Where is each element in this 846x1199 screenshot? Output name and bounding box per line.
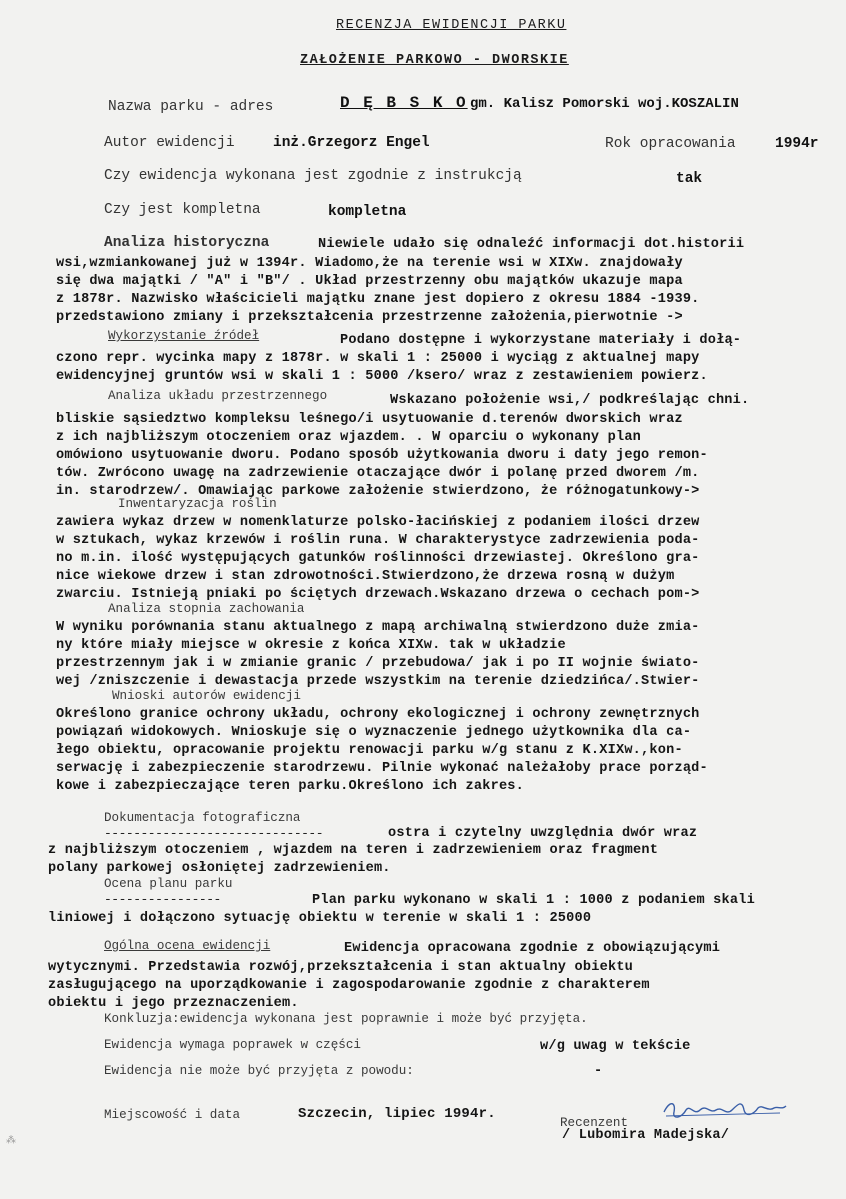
park-name: D Ę B S K O bbox=[340, 94, 468, 112]
rejection-value: - bbox=[594, 1064, 603, 1079]
spatial-label: Analiza układu przestrzennego bbox=[108, 389, 328, 403]
year-label: Rok opracowania bbox=[605, 136, 736, 152]
spatial-line: Wskazano położenie wsi,/ podkreślając chni. bbox=[390, 393, 750, 408]
overall-line: wytycznymi. Przedstawia rozwój,przekształcenia i stan aktualny obiektu bbox=[48, 960, 634, 975]
conclusions-line: powiązań widokowych. Wnioskuje się o wyznaczenie jednego użytkownika dla ca- bbox=[56, 725, 692, 740]
inventory-line: w sztukach, wykaz krzewów i roślin runa. W charakterystyce zadrzewienia poda- bbox=[56, 533, 700, 548]
conclusions-line: Określono granice ochrony układu, ochrony ekologicznej i ochrony zewnętrznych bbox=[56, 707, 700, 722]
spatial-line: tów. Zwrócono uwagę na zadrzewienie otaczające dwór i polanę przed dworem /m. bbox=[56, 466, 700, 481]
park-label: Nazwa parku - adres bbox=[108, 99, 274, 115]
spatial-line: omówiono usytuowanie dworu. Podano sposób użytkowania dworu i daty jego remon- bbox=[56, 448, 708, 463]
inventory-label: Inwentaryzacja roślin bbox=[118, 497, 277, 511]
sources-line: Podano dostępne i wykorzystane materiały i dołą- bbox=[340, 333, 742, 348]
document-title: RECENZJA EWIDENCJI PARKU bbox=[336, 18, 567, 33]
conclusions-line: serwację i zabezpieczenie starodrzewu. Pilnie wykonać należałoby prace porząd- bbox=[56, 761, 708, 776]
conclusion-text: Konkluzja:ewidencja wykonana jest poprawnie i może być przyjęta. bbox=[104, 1012, 588, 1026]
conclusions-label: Wnioski autorów ewidencji bbox=[112, 689, 301, 703]
year-value: 1994r bbox=[775, 136, 819, 152]
plan-line: liniowej i dołączono sytuację obiektu w terenie w skali 1 : 25000 bbox=[48, 911, 592, 926]
historical-line: przedstawiono zmiany i przekształcenia przestrzenne założenia,pierwotnie -> bbox=[56, 310, 683, 325]
author-label: Autor ewidencji bbox=[104, 135, 235, 151]
sources-line: ewidencyjnej gruntów wsi w skali 1 : 5000 /ksero/ wraz z zestawieniem powierz. bbox=[56, 369, 708, 384]
photo-label: Dokumentacja fotograficzna bbox=[104, 811, 301, 825]
conclusions-line: kowe i zabezpieczające teren parku.Określono ich zakres. bbox=[56, 779, 525, 794]
spatial-line: in. starodrzew/. Omawiając parkowe założenie stwierdzono, że różnogatunkowy-> bbox=[56, 484, 700, 499]
historical-line: wsi,wzmiankowanej już w 1394r. Wiadomo,że na terenie wsi w XIXw. znajdowały bbox=[56, 256, 683, 271]
place-date-value: Szczecin, lipiec 1994r. bbox=[298, 1106, 496, 1122]
plan-label: Ocena planu parku bbox=[104, 877, 233, 891]
inventory-line: no m.in. ilość występujących gatunków roślinności drzewiastej. Określono gra- bbox=[56, 551, 700, 566]
corrections-label: Ewidencja wymaga poprawek w części bbox=[104, 1038, 361, 1052]
rejection-label: Ewidencja nie może być przyjęta z powodu: bbox=[104, 1064, 414, 1078]
compliance-label: Czy ewidencja wykonana jest zgodnie z instrukcją bbox=[104, 168, 522, 184]
conclusions-line: łego obiektu, opracowanie projektu renowacji parku w/g stanu z K.XIXw.,kon- bbox=[56, 743, 683, 758]
historical-label: Analiza historyczna bbox=[104, 235, 270, 251]
corrections-value: w/g uwag w tekście bbox=[540, 1039, 691, 1054]
spatial-line: z ich najbliższym otoczeniem oraz wjazdem. . W oparciu o wykonany plan bbox=[56, 430, 642, 445]
compliance-value: tak bbox=[676, 171, 703, 187]
photo-line: polany parkowej osłoniętej zadrzewieniem. bbox=[48, 861, 391, 876]
complete-value: kompletna bbox=[328, 204, 407, 220]
spatial-line: bliskie sąsiedztwo kompleksu leśnego/i usytuowanie d.terenów dworskich wraz bbox=[56, 412, 683, 427]
overall-line: Ewidencja opracowana zgodnie z obowiązującymi bbox=[344, 941, 721, 956]
overall-line: zasługującego na uporządkowanie i zagospodarowanie zgodnie z charakterem bbox=[48, 978, 650, 993]
complete-label: Czy jest kompletna bbox=[104, 202, 261, 218]
sources-label: Wykorzystanie źródeł bbox=[108, 329, 260, 343]
preservation-line: przestrzennym jak i w zmianie granic / przebudowa/ jak i po II wojnie świato- bbox=[56, 656, 700, 671]
inventory-line: zawiera wykaz drzew w nomenklaturze polsko-łacińskiej z podaniem ilości drzew bbox=[56, 515, 700, 530]
preservation-label: Analiza stopnia zachowania bbox=[108, 602, 305, 616]
plan-underline: ---------------- bbox=[104, 892, 221, 907]
park-address: gm. Kalisz Pomorski woj.KOSZALIN bbox=[470, 96, 739, 112]
reviewer-name: / Lubomira Madejska/ bbox=[562, 1128, 730, 1143]
preservation-line: ny które miały miejsce w okresie z końca XIXw. tak w układzie bbox=[56, 638, 566, 653]
reviewer-label: Recenzent bbox=[560, 1116, 629, 1130]
place-date-label: Miejscowość i data bbox=[104, 1108, 241, 1122]
historical-line: się dwa majątki / "A" i "B"/ . Układ przestrzenny obu majątków ukazuje mapa bbox=[56, 274, 683, 289]
preservation-line: wej /zniszczenie i dewastacja przede wszystkim na terenie dziedzińca/.Stwier- bbox=[56, 674, 700, 689]
author-value: inż.Grzegorz Engel bbox=[273, 135, 430, 151]
inventory-line: nice wiekowe drzew i stan zdrowotności.Stwierdzono,że drzewa rosną w dużym bbox=[56, 569, 675, 584]
historical-line: z 1878r. Nazwisko właścicieli majątku znane jest dopiero z okresu 1884 -1939. bbox=[56, 292, 700, 307]
margin-pencil-mark: ⁂ bbox=[6, 1136, 16, 1147]
photo-line: ostra i czytelny uwzględnia dwór wraz bbox=[388, 826, 698, 841]
handwritten-signature bbox=[660, 1096, 790, 1126]
overall-label: Ogólna ocena ewidencji bbox=[104, 939, 271, 953]
overall-line: obiektu i jego przeznaczeniem. bbox=[48, 996, 299, 1011]
preservation-line: W wyniku porównania stanu aktualnego z mapą archiwalną stwierdzono duże zmia- bbox=[56, 620, 700, 635]
photo-line: z najbliższym otoczeniem , wjazdem na teren i zadrzewieniem oraz fragment bbox=[48, 843, 659, 858]
inventory-line: zwarciu. Istnieją pniaki po ściętych drzewach.Wskazano drzewa o cechach pom-> bbox=[56, 587, 700, 602]
document-subtitle: ZAŁOŻENIE PARKOWO - DWORSKIE bbox=[300, 53, 569, 68]
sources-line: czono repr. wycinka mapy z 1878r. w skali 1 : 25000 i wyciąg z aktualnej mapy bbox=[56, 351, 700, 366]
plan-line: Plan parku wykonano w skali 1 : 1000 z podaniem skali bbox=[312, 893, 755, 908]
photo-underline: ------------------------------ bbox=[104, 826, 324, 841]
historical-line: Niewiele udało się odnaleźć informacji dot.historii bbox=[318, 237, 745, 252]
